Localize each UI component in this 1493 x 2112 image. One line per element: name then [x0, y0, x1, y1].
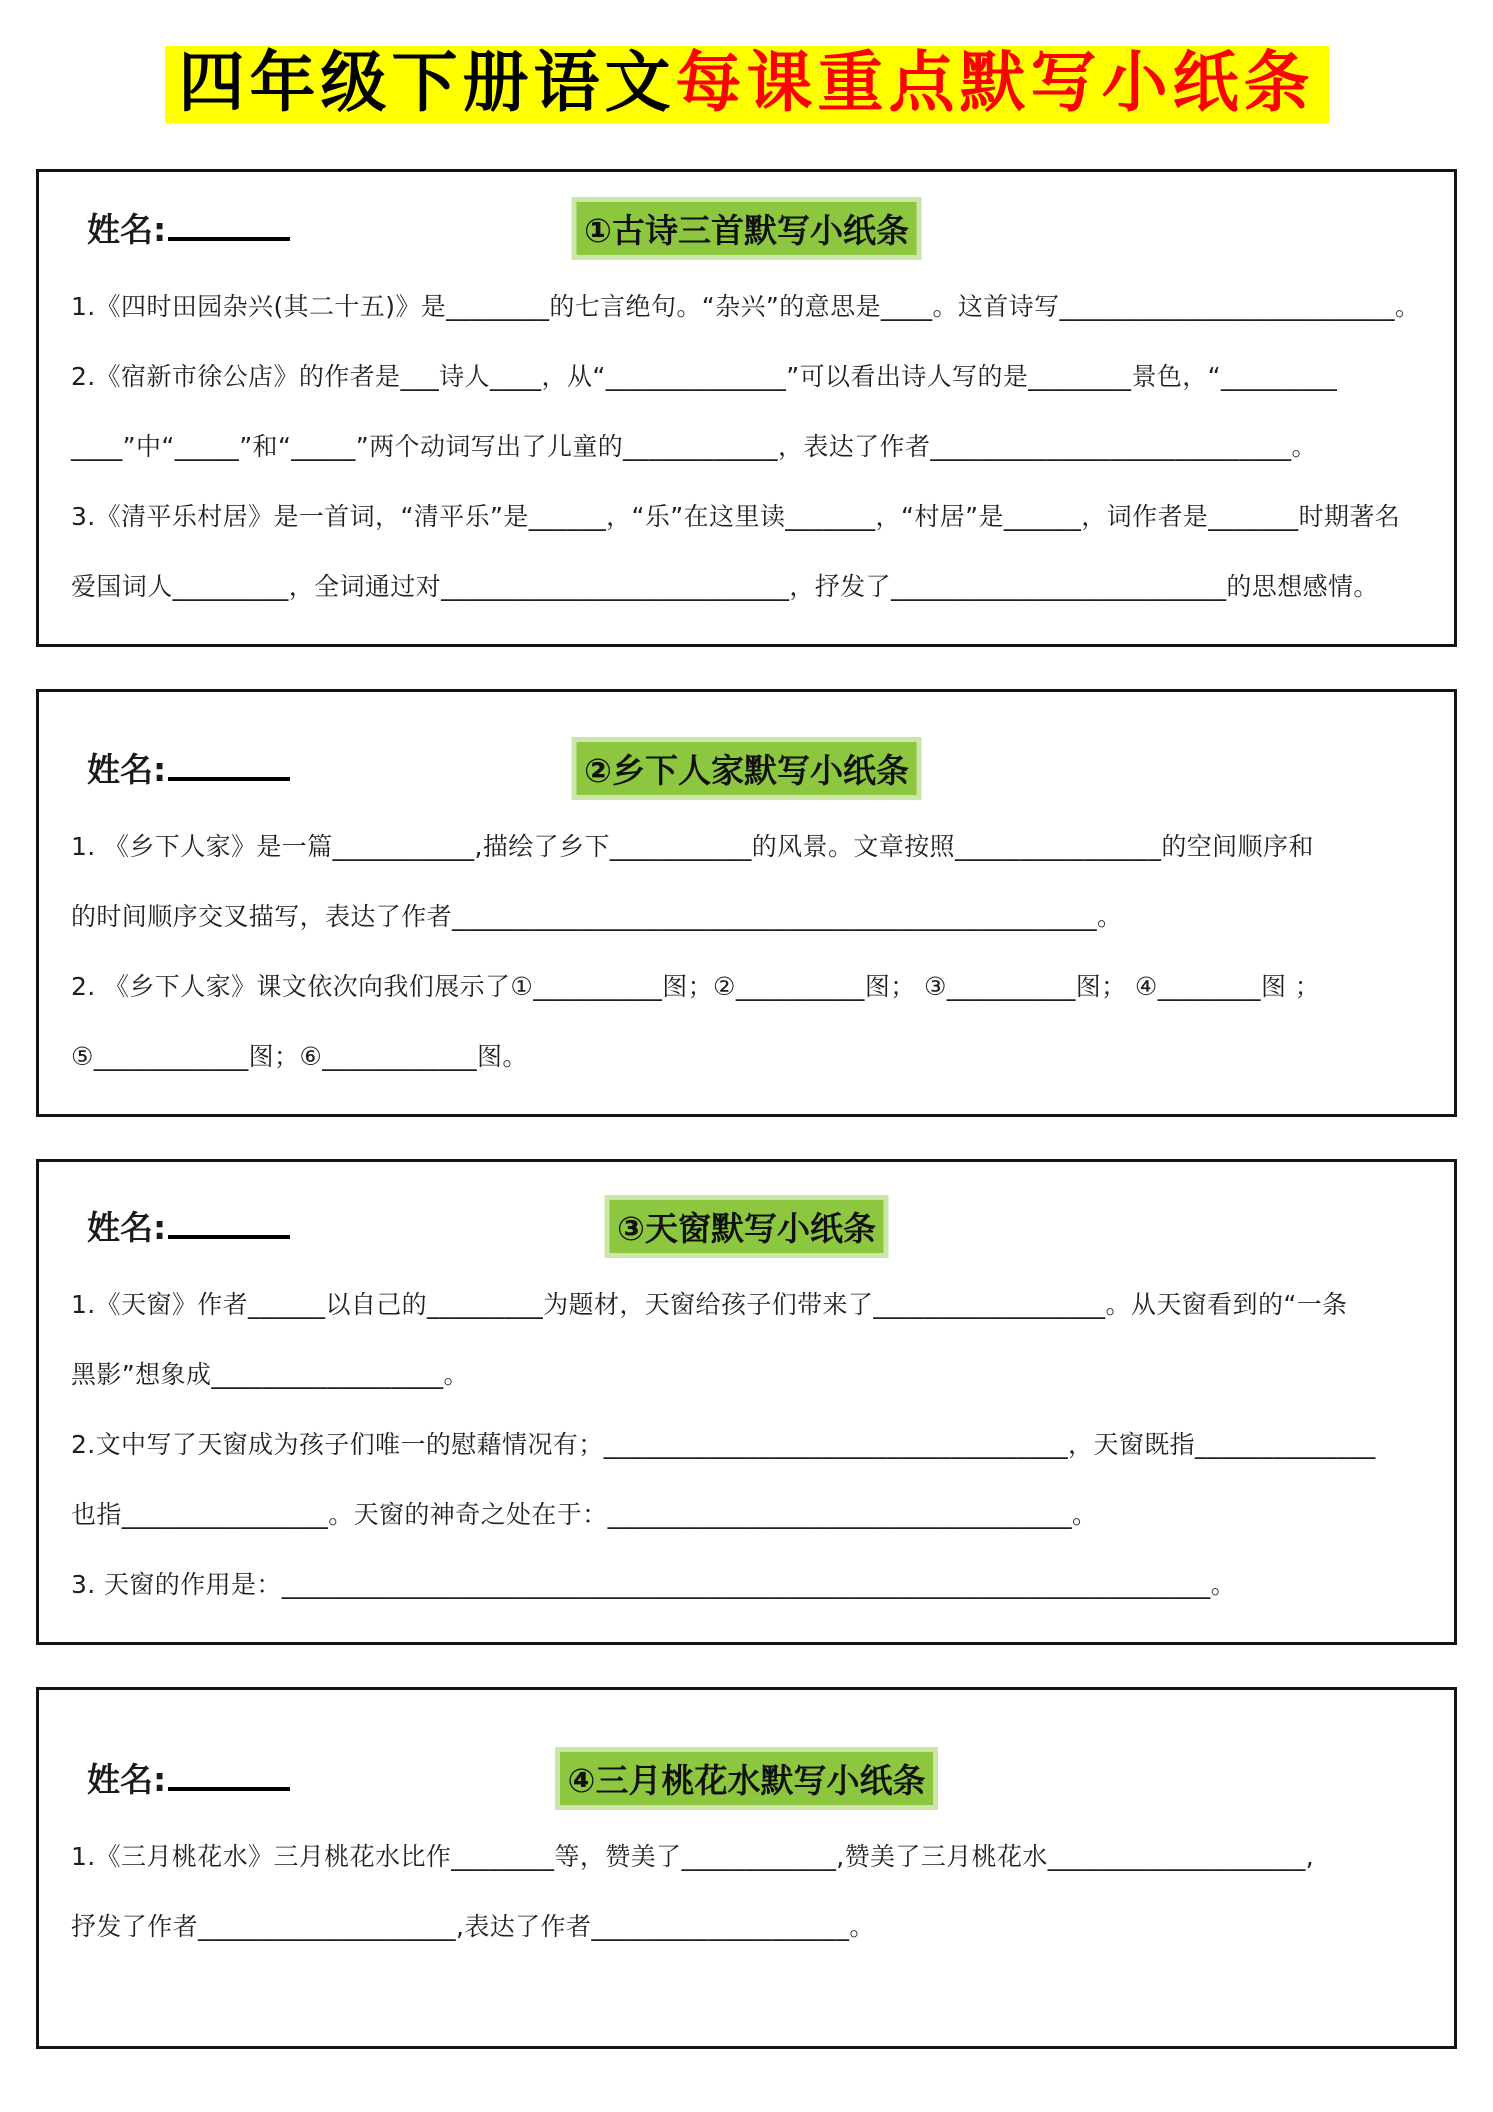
question-line: 1. 《乡下人家》是一篇___________,描绘了乡下___________的风景。文章按照________________的空间顺序和 — [71, 832, 1314, 862]
page-title — [165, 46, 1329, 123]
section-head-row — [67, 202, 1426, 256]
question-line: 1.《四时田园杂兴(其二十五)》是________的七言绝句。“杂兴”的意思是____。这首诗写__________________________。 — [71, 292, 1421, 322]
section-title: ②乡下人家默写小纸条 — [576, 742, 917, 795]
name-field — [87, 1202, 290, 1249]
section-head-row — [67, 1200, 1426, 1254]
name-blank-line — [168, 751, 290, 781]
page-title-topic: 每课重点默写小纸条 — [675, 44, 1315, 121]
section-head-row — [67, 742, 1426, 796]
question-line: ⑤____________图；⑥____________图。 — [71, 1042, 528, 1072]
name-blank-line — [168, 1761, 290, 1791]
name-field — [87, 744, 290, 791]
question-line: 1.《天窗》作者______以自己的_________为题材，天窗给孩子们带来了__________________。从天窗看到的“一条 — [71, 1290, 1348, 1320]
name-label: 姓名: — [87, 750, 167, 790]
name-label: 姓名: — [87, 1760, 167, 1800]
question-list — [67, 272, 1426, 622]
section-title: ①古诗三首默写小纸条 — [576, 202, 917, 255]
question-line: 1.《三月桃花水》三月桃花水比作________等，赞美了____________,赞美了三月桃花水____________________, — [71, 1842, 1315, 1872]
question-line: 的时间顺序交叉描写，表达了作者__________________________________________________。 — [71, 902, 1123, 932]
section-head-row — [67, 1752, 1426, 1806]
name-blank-line — [168, 211, 290, 241]
question-list — [67, 1270, 1426, 1620]
section-card-xiangxiarenjia — [36, 689, 1457, 1117]
name-blank-line — [168, 1209, 290, 1239]
section-title: ④三月桃花水默写小纸条 — [560, 1752, 934, 1805]
section-title: ③天窗默写小纸条 — [609, 1200, 884, 1253]
name-label: 姓名: — [87, 210, 167, 250]
question-line: 3.《清平乐村居》是一首词，“清平乐”是______，“乐”在这里读_______，“村居”是______，词作者是_______时期著名 — [71, 502, 1401, 532]
question-line: 2.《宿新市徐公店》的作者是___诗人____，从“______________”可以看出诗人写的是________景色，“_________ — [71, 362, 1338, 392]
section-card-sanyuetaohuashui — [36, 1687, 1457, 2049]
question-line: 黑影”想象成__________________。 — [71, 1360, 469, 1390]
name-field — [87, 1754, 290, 1801]
question-list — [67, 812, 1426, 1092]
question-line: 爱国词人_________，全词通过对___________________________，抒发了__________________________的思想感情。 — [71, 572, 1379, 602]
page-title-grade: 四年级下册语文 — [178, 44, 676, 121]
question-line: ____”中“_____”和“_____”两个动词写出了儿童的____________，表达了作者____________________________。 — [71, 432, 1317, 462]
name-field — [87, 204, 290, 251]
name-label: 姓名: — [87, 1208, 167, 1248]
section-card-gushi — [36, 169, 1457, 647]
question-list — [67, 1822, 1426, 1962]
section-card-tianchuang — [36, 1159, 1457, 1645]
question-line: 也指________________。天窗的神奇之处在于：____________________________________。 — [71, 1500, 1098, 1530]
question-line: 2. 《乡下人家》课文依次向我们展示了①__________图；②__________图； ③__________图； ④________图 ； — [71, 972, 1321, 1002]
question-line: 抒发了作者____________________,表达了作者____________________。 — [71, 1912, 875, 1942]
question-line: 3. 天窗的作用是：________________________________________________________________________。 — [71, 1570, 1236, 1600]
title-bar — [0, 0, 1493, 123]
question-line: 2.文中写了天窗成为孩子们唯一的慰藉情况有；____________________________________，天窗既指______________ — [71, 1430, 1376, 1460]
